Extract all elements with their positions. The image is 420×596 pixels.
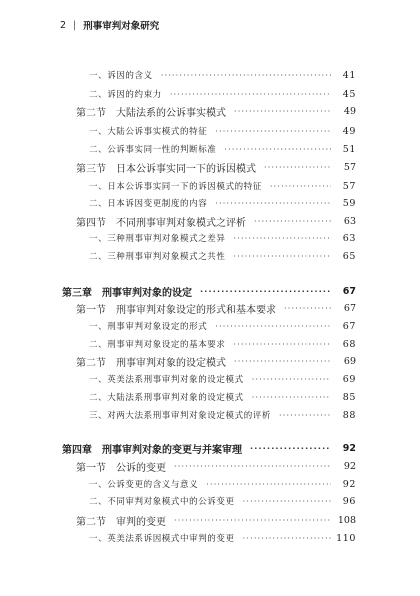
dot-leader — [284, 304, 331, 313]
toc-section-entry — [76, 301, 356, 315]
toc-entry-page: 49 — [343, 105, 356, 117]
dot-leader — [279, 411, 331, 420]
toc-entry-page: 45 — [342, 88, 356, 100]
dot-leader — [243, 534, 331, 543]
toc-subsection-entry — [89, 249, 356, 263]
toc-entry-title: 一、诉因的含义 — [89, 71, 153, 81]
header-separator: | — [73, 19, 77, 31]
dot-leader — [206, 480, 331, 489]
dot-leader — [264, 163, 331, 172]
toc-section-entry — [76, 160, 356, 174]
toc-subsection-entry — [89, 87, 356, 101]
toc-subsection-entry — [89, 408, 356, 422]
toc-entry-title: 第三节 日本公诉事实同一下的诉因模式 — [76, 163, 256, 175]
toc-entry-title: 一、公诉变更的含义与意义 — [89, 480, 199, 490]
toc-subsection-entry — [89, 142, 356, 156]
dot-leader — [234, 107, 331, 116]
toc-section-entry — [76, 214, 356, 228]
toc-subsection-entry — [89, 231, 356, 245]
dot-leader — [234, 357, 331, 366]
toc-entry-page: 67 — [342, 320, 356, 332]
toc-subsection-entry — [89, 68, 356, 82]
toc-entry-page: 108 — [337, 514, 356, 526]
dot-leader — [252, 375, 331, 384]
dot-leader — [234, 340, 331, 349]
dot-leader — [243, 497, 331, 506]
toc-entry-title: 第一节 公诉的变更 — [76, 462, 166, 474]
toc-subsection-entry — [89, 390, 356, 404]
dot-leader — [234, 234, 331, 243]
dot-leader — [252, 393, 331, 402]
dot-leader — [200, 287, 331, 296]
toc-entry-title: 第一节 刑事审判对象设定的形式和基本要求 — [76, 304, 276, 316]
toc-section-entry — [76, 104, 356, 118]
toc-chapter-entry — [62, 441, 356, 455]
dot-leader — [215, 127, 331, 136]
toc-entry-title: 二、大陆法系刑事审判对象的设定模式 — [89, 393, 244, 403]
toc-section-entry — [76, 513, 356, 527]
toc-entry-page: 92 — [343, 460, 356, 472]
toc-entry-title: 一、英美法系刑事审判对象的设定模式 — [89, 375, 244, 385]
dot-leader — [170, 90, 331, 99]
dot-leader — [174, 462, 331, 471]
toc-entry-title: 一、三种刑事审判对象模式之差异 — [89, 234, 226, 244]
toc-subsection-entry — [89, 196, 356, 210]
toc-chapter-entry — [62, 284, 356, 298]
toc-entry-page: 67 — [343, 302, 356, 314]
toc-entry-title: 第三章 刑事审判对象的设定 — [62, 287, 192, 299]
dot-leader — [215, 322, 331, 331]
toc-entry-title: 一、大陆公诉事实模式的特征 — [89, 127, 208, 137]
toc-entry-page: 92 — [342, 478, 356, 490]
dot-leader — [234, 252, 331, 261]
dot-leader — [224, 145, 331, 154]
toc-entry-title: 二、公诉事实同一性的判断标准 — [89, 145, 217, 155]
toc-subsection-entry — [89, 372, 356, 386]
toc-entry-title: 二、三种刑事审判对象模式之共性 — [89, 252, 226, 262]
dot-leader — [270, 182, 331, 191]
toc-entry-title: 二、不同审判对象模式中的公诉变更 — [89, 497, 235, 507]
toc-entry-page: 96 — [342, 495, 356, 507]
toc-entry-page: 41 — [342, 69, 356, 81]
toc-subsection-entry — [89, 337, 356, 351]
toc-subsection-entry — [89, 179, 356, 193]
toc-entry-page: 59 — [342, 197, 356, 209]
toc-entry-page: 65 — [342, 250, 356, 262]
toc-entry-title: 第四章 刑事审判对象的变更与并案审理 — [62, 444, 242, 456]
toc-entry-title: 二、日本诉因变更制度的内容 — [89, 199, 208, 209]
toc-entry-title: 第二节 审判的变更 — [76, 516, 166, 528]
toc-subsection-entry — [89, 124, 356, 138]
toc-entry-page: 57 — [342, 180, 356, 192]
toc-section-entry — [76, 459, 356, 473]
toc-section-entry — [76, 354, 356, 368]
dot-leader — [174, 516, 331, 525]
toc-entry-title: 一、刑事审判对象设定的形式 — [89, 322, 208, 332]
toc-entry-title: 一、英美法系诉因模式中审判的变更 — [89, 534, 235, 544]
toc-entry-title: 第二节 大陆法系的公诉事实模式 — [76, 107, 226, 119]
toc-entry-page: 69 — [343, 355, 356, 367]
toc-entry-page: 63 — [343, 215, 356, 227]
toc-subsection-entry — [89, 319, 356, 333]
toc-entry-title: 第四节 不同刑事审判对象模式之评析 — [76, 217, 246, 229]
book-title: 刑事审判对象研究 — [83, 21, 160, 32]
toc-entry-page: 57 — [343, 161, 356, 173]
toc-entry-title: 二、诉因的约束力 — [89, 90, 162, 100]
dot-leader — [161, 71, 331, 80]
dot-leader — [215, 199, 331, 208]
dot-leader — [254, 217, 331, 226]
toc-entry-page: 69 — [342, 373, 356, 385]
toc-subsection-entry — [89, 494, 356, 508]
toc-entry-title: 三、对两大法系刑事审判对象设定模式的评析 — [89, 411, 272, 421]
toc-entry-page: 67 — [342, 285, 356, 297]
toc-entry-page: 49 — [342, 125, 356, 137]
toc-entry-title: 二、刑事审判对象设定的基本要求 — [89, 340, 226, 350]
toc-entry-title: 一、日本公诉事实同一下的诉因模式的特征 — [89, 182, 262, 192]
toc-entry-page: 85 — [342, 391, 356, 403]
toc-entry-title: 第二节 刑事审判对象的设定模式 — [76, 357, 226, 369]
toc-subsection-entry — [89, 531, 356, 545]
toc-entry-page: 68 — [342, 338, 356, 350]
toc-entry-page: 63 — [342, 232, 356, 244]
toc-entry-page: 92 — [342, 442, 356, 454]
dot-leader — [250, 444, 331, 453]
toc-subsection-entry — [89, 477, 356, 491]
toc-entry-page: 110 — [336, 532, 356, 544]
page-number: 2 — [60, 19, 67, 31]
toc-entry-page: 51 — [342, 143, 356, 155]
toc-entry-page: 88 — [342, 409, 356, 421]
